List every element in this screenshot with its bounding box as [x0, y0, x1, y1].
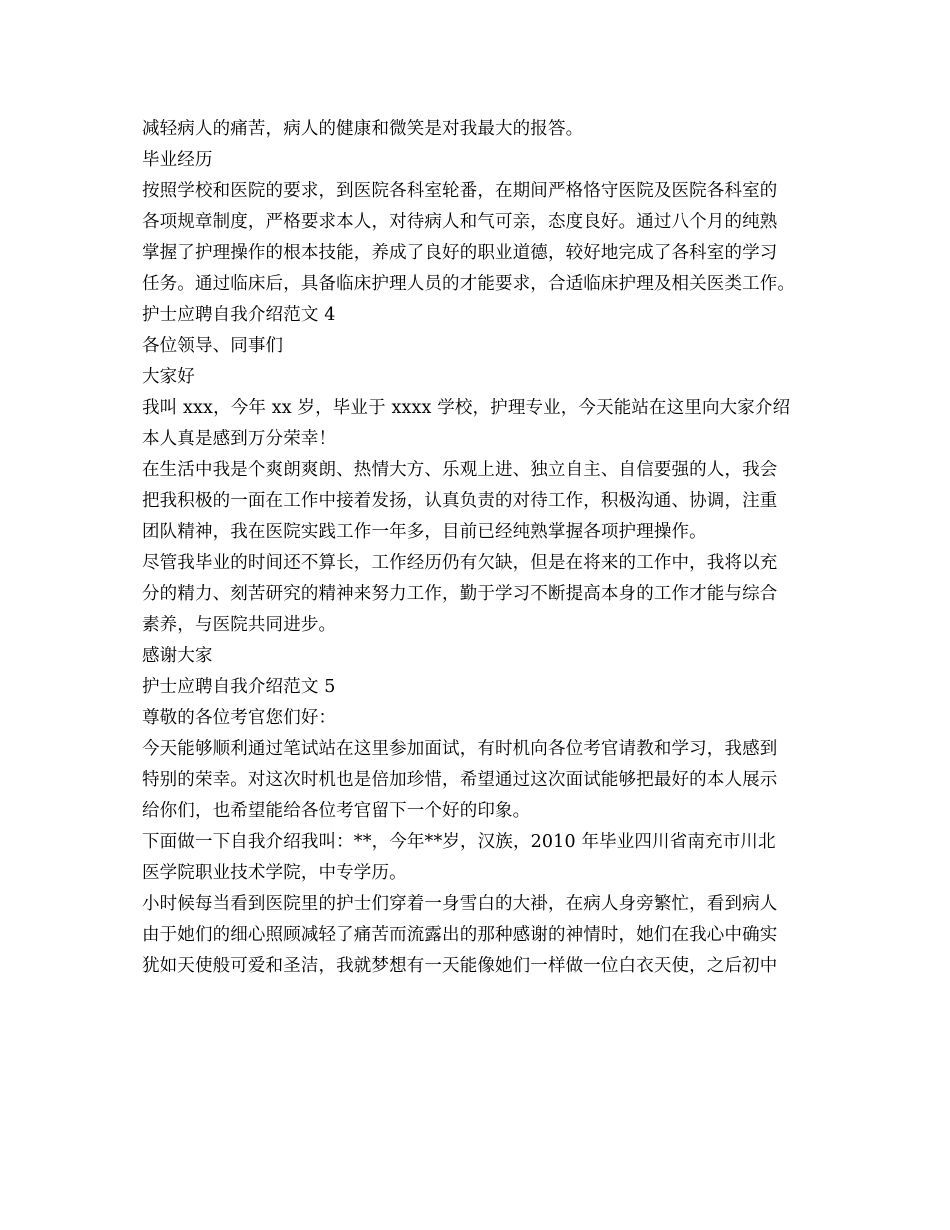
- text-line: 素养，与医院共同进步。: [142, 615, 337, 635]
- text-line: 医学院职业技术学院，中专学历。: [142, 863, 407, 883]
- text-line: 犹如天使般可爱和圣洁，我就梦想有一天能像她们一样做一位白衣天使，之后初中: [142, 956, 778, 976]
- closing-line: 感谢大家: [142, 646, 213, 666]
- text-line: 分的精力、刻苦研究的精神来努力工作，勤于学习不断提高本身的工作才能与综合: [142, 584, 778, 604]
- greeting: 大家好: [142, 367, 195, 387]
- text-line: 特别的荣幸。对这次时机也是倍加珍惜，希望通过这次面试能够把最好的本人展示: [142, 770, 778, 790]
- salutation: 尊敬的各位考官您们好：: [142, 708, 337, 728]
- section-heading: 护士应聘自我介绍范文 5: [142, 677, 336, 697]
- text-line: 各项规章制度，严格要求本人，对待病人和气可亲，态度良好。通过八个月的纯熟: [142, 212, 778, 232]
- text-line: 团队精神，我在医院实践工作一年多，目前已经纯熟掌握各项护理操作。: [142, 522, 707, 542]
- text-line: 下面做一下自我介绍我叫：**，今年**岁，汉族，2010 年毕业四川省南充市川北: [142, 832, 776, 852]
- section-heading: 护士应聘自我介绍范文 4: [142, 305, 336, 325]
- text-line: 减轻病人的痛苦，病人的健康和微笑是对我最大的报答。: [142, 119, 584, 139]
- text-line: 尽管我毕业的时间还不算长，工作经历仍有欠缺，但是在将来的工作中，我将以充: [142, 553, 778, 573]
- text-line: 今天能够顺利通过笔试站在这里参加面试，有时机向各位考官请教和学习，我感到: [142, 739, 778, 759]
- text-line: 由于她们的细心照顾减轻了痛苦而流露出的那种感谢的神情时，她们在我心中确实: [142, 925, 778, 945]
- text-line: 本人真是感到万分荣幸！: [142, 429, 337, 449]
- section-heading: 毕业经历: [142, 150, 213, 170]
- text-line: 掌握了护理操作的根本技能，养成了良好的职业道德，较好地完成了各科室的学习: [142, 243, 778, 263]
- text-line: 任务。通过临床后，具备临床护理人员的才能要求，合适临床护理及相关医类工作。: [142, 274, 796, 294]
- text-line: 我叫 xxx，今年 xx 岁，毕业于 xxxx 学校，护理专业，今天能站在这里向大家介绍: [142, 398, 791, 418]
- text-line: 按照学校和医院的要求，到医院各科室轮番，在期间严格恪守医院及医院各科室的: [142, 181, 778, 201]
- text-line: 给你们，也希望能给各位考官留下一个好的印象。: [142, 801, 531, 821]
- salutation: 各位领导、同事们: [142, 336, 284, 356]
- text-line: 把我积极的一面在工作中接着发扬，认真负责的对待工作，积极沟通、协调，注重: [142, 491, 778, 511]
- text-line: 在生活中我是个爽朗爽朗、热情大方、乐观上进、独立自主、自信要强的人，我会: [142, 460, 778, 480]
- document-body: [142, 114, 832, 982]
- text-line: 小时候每当看到医院里的护士们穿着一身雪白的大褂，在病人身旁繁忙，看到病人: [142, 894, 778, 914]
